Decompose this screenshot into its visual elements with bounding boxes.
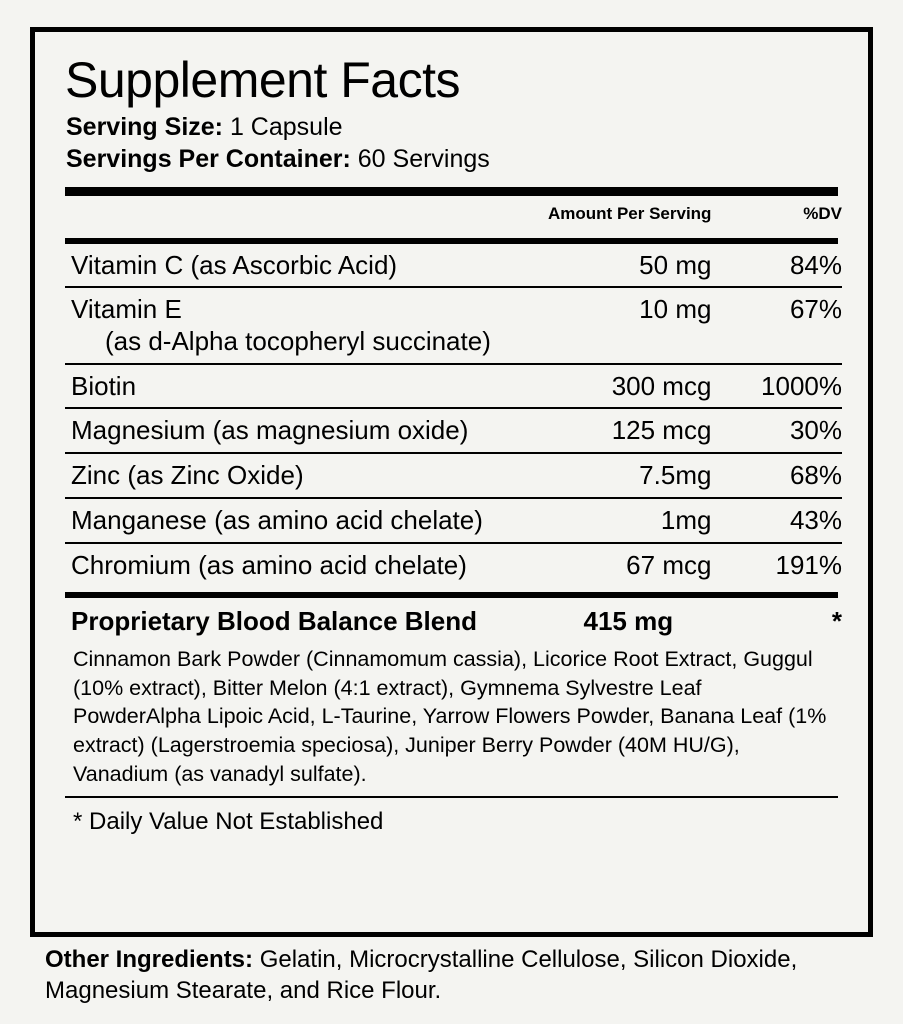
blend-table: [65, 598, 842, 641]
nutrient-dv: 43%: [725, 498, 842, 543]
nutrient-amount: 125 mcg: [531, 408, 725, 453]
blend-amount: 415 mg: [583, 606, 674, 637]
servings-per-container-label: Servings Per Container:: [66, 144, 351, 173]
table-row: [65, 498, 842, 543]
servings-per-container-line: [66, 143, 840, 175]
blend-description: Cinnamon Bark Powder (Cinnamomum cassia), Licorice Root Extract, Guggul (10% extract), Bitter Melon (4:1 extract), Gymnema Sylvestre Leaf PowderAlpha Lipoic Acid, L-Taurine, Yarrow Flowers Powder, Banana Leaf (1% extract) (Lagerstroemia speciosa), Juniper Berry Powder (40M HU/G), Vanadium (as vanadyl sulfate).: [73, 647, 827, 786]
nutrient-dv: 84%: [725, 244, 842, 288]
serving-size-value: 1 Capsule: [229, 112, 343, 141]
nutrient-amount: 1mg: [531, 498, 725, 543]
other-ingredients: [45, 944, 873, 1006]
table-row: [65, 244, 842, 288]
blend-row: [65, 598, 842, 641]
nutrient-name: Vitamin E: [71, 294, 182, 325]
nutrient-dv: 191%: [775, 549, 842, 580]
nutrient-name: Manganese (as amino acid chelate): [65, 498, 531, 543]
nutrient-amount: 50 mg: [531, 244, 725, 288]
divider-thick-top: [65, 187, 838, 196]
table-row: [65, 287, 842, 363]
nutrient-dv: 67%: [725, 287, 842, 363]
table-row: [65, 453, 842, 498]
nutrient-dv: 1000%: [725, 364, 842, 409]
blend-name: Proprietary Blood Balance Blend: [71, 606, 477, 637]
serving-size-line: [66, 111, 840, 143]
nutrient-amount: 67 mcg: [626, 549, 712, 580]
nutrient-name: Magnesium (as magnesium oxide): [65, 408, 531, 453]
nutrient-amount: 300 mcg: [531, 364, 725, 409]
table-row: [65, 364, 842, 409]
footnote-daily-value: * Daily Value Not Established: [73, 808, 384, 836]
nutrient-name: Chromium (as amino acid chelate): [71, 549, 467, 580]
nutrition-table: [65, 196, 842, 232]
servings-per-container-value: 60 Servings: [357, 144, 490, 173]
nutrient-name-sub: (as d-Alpha tocopheryl succinate): [105, 325, 491, 356]
nutrient-name: Vitamin C (as Ascorbic Acid): [65, 244, 531, 288]
other-ingredients-value: Gelatin, Microcrystalline Cellulose, Silicon Dioxide, Magnesium Stearate, and Rice Flour.: [45, 946, 798, 1005]
page-title: Supplement Facts: [65, 52, 460, 108]
supplement-facts-panel: [30, 27, 873, 937]
table-row: [65, 543, 842, 587]
nutrient-rows-table: [65, 244, 842, 587]
nutrient-name: Biotin: [65, 364, 531, 409]
nutrient-name: Zinc (as Zinc Oxide): [65, 453, 531, 498]
header-amount-per-serving: Amount Per Serving: [548, 203, 712, 223]
table-header-row: [65, 196, 842, 232]
table-row: [65, 408, 842, 453]
other-ingredients-label: Other Ingredients:: [45, 946, 254, 973]
nutrient-dv: 30%: [725, 408, 842, 453]
header-percent-dv: %DV: [803, 203, 842, 223]
nutrient-dv: 68%: [725, 453, 842, 498]
header-spacer: [65, 196, 531, 232]
nutrient-name-group: [65, 287, 531, 363]
nutrient-amount: 10 mg: [531, 287, 725, 363]
nutrient-amount: 7.5mg: [531, 453, 725, 498]
blend-dv: *: [831, 606, 842, 637]
serving-size-label: Serving Size:: [66, 112, 223, 141]
